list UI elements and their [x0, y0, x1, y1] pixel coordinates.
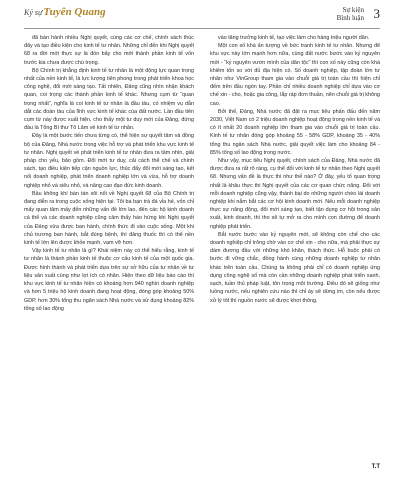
section-label-line2: Bình luận [336, 14, 364, 22]
section-label-line1: Sự kiện [342, 6, 364, 14]
right-column [210, 34, 380, 305]
paragraph: vào tăng trưởng kinh tế, tạo việc làm cho hàng triệu người dân. [218, 35, 370, 41]
paragraph: Bắt nước bước vào kỷ nguyên mới, sẽ không còn chế cho các doanh nghiệp chỉ trông chờ vào cơ chế xin - cho nữa, mà phải thực sự dám đương đầu với những khó khăn, thách thức. Hỗ buộc phải có bước đi vững chắc, đồng hành cùng những doanh nghiệp tư nhân khác trên toàn cầu. Chúng ta không phải chỉ có doanh nghiệp ứng dụng công nghệ số mà còn cần những doanh nghiệp phát triển xanh, sạch, tuần thủ pháp luật, tôn trọng môi trường. Điều đó sẽ giống như luồng nước, nếu nghiên cứu nào thì chỉ áy sẽ dừng im, còn nếu được xử lý tốt thì nguồn nước sẽ được khơi thông. [210, 231, 380, 304]
paragraph: đã bàn hành nhiều Nghị quyết, cùng các cơ chế, chính sách thúc đẩy và tạo điều kiện cho kinh tế tư nhân. Những chỉ đến khi Nghị quyết 68 ra đời mới thực sự là đòn bẩy cho mới thành phần kinh tế vốn trước kia chưa được chú trọng. [24, 35, 194, 66]
author-signature: T.T [371, 464, 380, 470]
paragraph: Bởi thế, Đảng, Nhà nước đã đặt ra mục tiêu phấn đấu đến năm 2030, Việt Nam có 2 triệu doanh nghiệp hoạt động trong nền kinh tế và có ít nhất 20 doanh nghiệp lớn tham gia vào chuỗi giá trị toàn cầu. Kinh tế tư nhân đóng góp khoảng 55 - 58% GDP, khoảng 35 - 40% tổng thu ngân sách Nhà nước, giải quyết việc làm cho khoảng 84 - 85% tổng số lao động trong nước. [210, 108, 380, 156]
page-number: 3 [373, 6, 380, 21]
section-label [337, 6, 364, 22]
paragraph: Bộ Chính trị khẳng định kinh tế tư nhân là một động lực quan trọng nhất của nền kinh tế, là lực lượng tiên phong trong phát triển khoa học công nghệ, đổi mới sáng tạo. Tất nhiên, Đảng cũng nhìn nhận khách quan, coi trọng các thành phần kinh tế khác. Nhưng cụm từ “quan trọng nhất”, nghĩa là coi kinh tế tư nhân là đầu tàu, có nhiệm vụ dẫn dắt các đoàn tàu của lĩnh vực kinh tế khác cùa đất nước. Lần đầu tiên cụm từ này được xuất hiện, cho thấy một tư duy mới của Đảng, đứng đầu là Tổng Bí thư Tô Lâm về kinh tế tư nhân. [24, 67, 194, 132]
left-column [24, 34, 194, 313]
paragraph: Một con số khá ấn tượng về bức tranh kinh tế tư nhân. Nhưng để khu vực này lớn mạnh hơn nữa, cùng đất nước bước vào kỷ nguyên mới - “kỷ nguyên vươn mình của dân tộc” thì con số này cũng còn khá khiêm tốn so với đủ địa hiện có. Số doanh nghiệp, tập đoàn lớn tư nhân như VinGroup tham gia vào chuỗi giá trị toàn cầu thì hiện chỉ đếm trên đầu ngón tay. Phần chỉ nhiều doanh nghiệp chỉ dựa vào cơ chế xin - cho, hoặc gia công, lắp ráp đơn thuần, nên chuỗi giá trị không cao. [210, 43, 380, 107]
paragraph: Đây là một bước tiến chưa từng có, thể hiện sự quyết tâm và đồng bộ của Đảng, Nhà nước trong việc hỗ trợ và phát triển khu vực kinh tế tư nhân. Nghị quyết về phát triển kinh tế tư nhân đưa ra tầm nhìn, giải pháp cho yếu, bảo gồm. Đổi mới tư duy, cải cách thể chế và chính sách, tạo điều kiện tiếp cận nguồn lực, thúc đẩy đổi mới sáng tạo, kết nối doanh nghiệp, phát triển doanh nghiệp lớn và vừa, hỗ trợ doanh nghiệp nhỏ và siêu nhỏ, và nâng cao đạo đức kinh doanh. [24, 133, 194, 189]
magazine-logo [24, 6, 106, 18]
page-header [0, 0, 402, 30]
paragraph: Vậy kinh tế tư nhân là gì? Khái niệm này có thể hiểu rằng, kinh tế tư nhân là thành phần kinh tế thuộc cơ cấu kinh tế của một quốc gia. Được hình thành và phát triển dựa trên sự sở hữu của tư nhân về tư liệu sản xuất cùng như lợi ích có nhân. Hiện theo dữ liệu báo cáo thì khu vực kinh tế tư nhân hiện có khoảng hơn 940 nghìn doanh nghiệp và hơn 5 triệu hộ kinh doanh đang hoạt động, đóng góp khoảng 50% GDP, hơn 30% tổng thu ngân sách Nhà nước và sử dụng khoảng 82% tổng số lao động [24, 248, 194, 312]
logo-name: Tuyên Quang [43, 6, 106, 18]
paragraph: Bầu không khí bàn tán sôi nổi về Nghị quyết 68 của Bộ Chính trị đang diễn ra trong cuộc sống hiện tại. Tôi ba bạn trà đá vỉa hè, vốn chỉ mấy quan tâm mấy đến những vấn đề lớn lao, đến các hộ kinh doanh cá thể và các doanh nghiệp cũng cảm thấy háo hứng khi Nghị quyết của Đảng vừa được ban hành, chính thức đi vào cuộc sống. Một khi chủ trương ban hành, bắt đúng bệnh, thì đảng thuốc thì có thể nền kinh tế lớn lên được khỏe mạnh, vạm vỡ hơn. [24, 190, 194, 247]
header-divider [24, 28, 380, 29]
logo-prefix: Ký sự [24, 8, 43, 17]
paragraph: Như vậy, mục tiêu Nghị quyết, chính sách của Đảng, Nhà nước đã được đưa ra rất rõ ràng, cụ thể đối với kinh tế tư nhân theo Nghị quyết 68. Nhưng vấn đề là thực thi như thế nào? Ở đây, yếu tố quan trọng nhất là khâu thực thi Nghị quyết của các cơ quan chức năng. Đối với mỗi doanh nghiệp cũng vậy, thành bại do những người chèo lái doanh nghiệp khi nắm bắt các cơ hội kinh doanh mới. Nếu mỗi doanh nghiệp thực sự năng động, đổi mới sáng tạo, biết tận dụng cơ hội trong sản xuất, kinh doanh, thì tho sẽ tự mở ra cho mình con đường để doanh nghiệp phát triển. [210, 158, 380, 230]
